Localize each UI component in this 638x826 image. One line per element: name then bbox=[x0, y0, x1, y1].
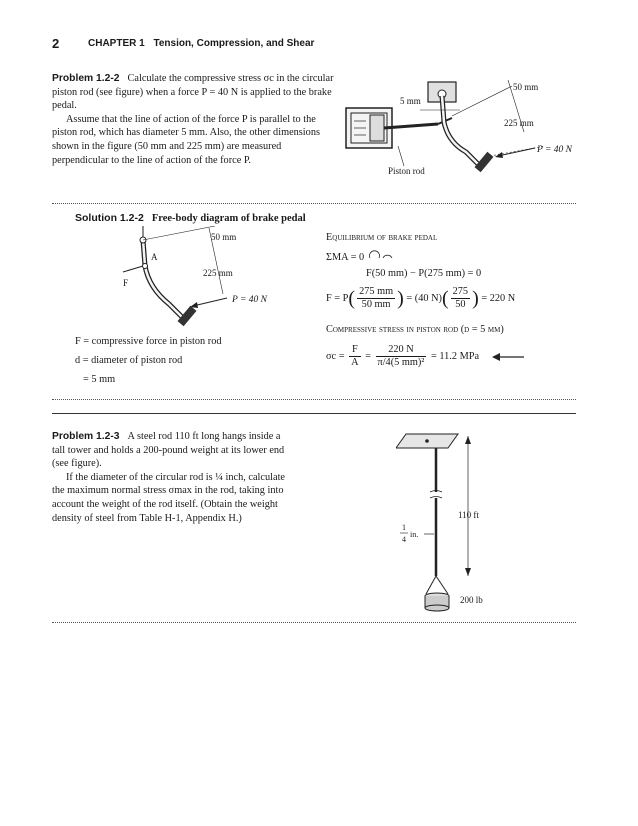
arrow-head bbox=[465, 568, 471, 576]
fbd-force-arrow bbox=[193, 298, 227, 306]
equals: = bbox=[365, 350, 371, 362]
moment-sum bbox=[326, 250, 395, 263]
answer-arrow-icon bbox=[492, 352, 526, 362]
pedal-arm-fill bbox=[442, 96, 478, 164]
weight-label: 200 lb bbox=[460, 595, 483, 605]
problem-para: Assume that the line of action of the force P is parallel to the piston rod, which has diameter 5 mm. Also, the other dimensions shown in the figure (50 mm and 225 mm) are measured perpendicular to the line of action of the force P. bbox=[52, 113, 320, 166]
fbd-force-label: P = 40 N bbox=[232, 295, 268, 305]
fbd-force-f: F bbox=[123, 278, 129, 288]
brake-pedal-figure bbox=[340, 76, 590, 182]
problem-label: Problem 1.2-2 bbox=[52, 73, 120, 84]
problem-label: Problem 1.2-3 bbox=[52, 431, 120, 442]
solution-heading: Free-body diagram of brake pedal bbox=[151, 213, 306, 224]
chapter-number: CHAPTER 1 bbox=[88, 38, 145, 49]
f-mid: = (40 N) bbox=[406, 292, 442, 304]
chapter-title: Tension, Compression, and Shear bbox=[153, 38, 315, 49]
numerator: 220 N bbox=[376, 344, 427, 357]
f-result: = 220 N bbox=[481, 292, 516, 304]
dim-225mm: 225 mm bbox=[504, 118, 534, 128]
dim-50mm: 50 mm bbox=[513, 82, 539, 92]
def-f: F = compressive force in piston rod bbox=[75, 336, 222, 347]
rod-pin bbox=[143, 264, 148, 269]
fbd-pedal-fill bbox=[143, 240, 183, 318]
cable bbox=[436, 576, 448, 594]
numerator: 275 mm bbox=[359, 286, 394, 297]
fbd-dim-225mm: 225 mm bbox=[203, 268, 233, 278]
fraction bbox=[349, 344, 360, 369]
stress-heading: Compressive stress in piston rod (d = 5 mm) bbox=[326, 324, 504, 335]
fraction bbox=[357, 286, 395, 311]
divider bbox=[52, 203, 576, 204]
dia-unit: in. bbox=[410, 530, 419, 539]
arrow-head bbox=[495, 152, 503, 158]
plate-hole bbox=[425, 439, 429, 443]
problem-1-2-3-text bbox=[52, 430, 290, 525]
chapter-header bbox=[88, 38, 314, 49]
page-number: 2 bbox=[52, 36, 60, 51]
cable bbox=[426, 576, 436, 594]
solution-title bbox=[75, 212, 306, 224]
solution-label: Solution 1.2-2 bbox=[75, 212, 144, 224]
numerator: 275 bbox=[452, 286, 469, 297]
problem-para: Calculate the compressive stress σc in the circular piston rod (see figure) when a force P = 40 N is applied to the brake pedal. bbox=[52, 73, 334, 112]
fraction bbox=[451, 286, 470, 311]
rotation-icon bbox=[367, 250, 395, 260]
length-label: 110 ft bbox=[458, 510, 479, 520]
weight-bottom bbox=[425, 605, 449, 611]
dim-line bbox=[452, 86, 512, 116]
leader-line bbox=[398, 146, 404, 166]
denominator: 50 bbox=[455, 299, 466, 310]
fbd-point-a: A bbox=[151, 252, 158, 262]
divider bbox=[52, 413, 576, 414]
f-equation: F = P( $\frac{275 mm}{50 mm}$ ) = (40 N)( $\frac{275}{50}$ ) = 220 N bbox=[326, 286, 516, 310]
def-d: d = diameter of piston rod bbox=[75, 355, 183, 366]
dim-5mm: 5 mm bbox=[400, 96, 421, 106]
force-arrow bbox=[498, 148, 535, 156]
piston bbox=[370, 115, 384, 141]
hanging-rod-figure bbox=[396, 426, 506, 618]
problem-para: If the diameter of the circular rod is ¼ inch, calculate the maximum normal stress σmax in the rod, taking into account the weight of the rod itself. (Obtain the weight density of steel from Table H-1, Appendix H.) bbox=[52, 471, 285, 524]
dia-num: 1 bbox=[402, 523, 406, 532]
numerator: F bbox=[349, 344, 360, 357]
stress-lhs: σc = bbox=[326, 350, 345, 362]
problem-para: A steel rod 110 ft long hangs inside a tall tower and holds a 200-pound weight at its lower end (see figure). bbox=[52, 431, 285, 470]
stress-equation bbox=[326, 344, 526, 369]
denominator: 50 mm bbox=[361, 299, 391, 310]
stress-result: = 11.2 MPa bbox=[430, 350, 480, 362]
fraction bbox=[376, 344, 427, 369]
piston-rod-label: Piston rod bbox=[388, 166, 425, 176]
force-label: P = 40 N bbox=[537, 145, 573, 155]
problem-1-2-2-text bbox=[52, 72, 334, 167]
force-f-arrow bbox=[123, 266, 143, 272]
divider bbox=[52, 622, 576, 623]
free-body-diagram bbox=[115, 226, 285, 330]
denominator: A bbox=[351, 357, 359, 368]
fbd-dim-50mm: 50 mm bbox=[211, 232, 237, 242]
arrow-head bbox=[465, 436, 471, 444]
equilibrium-heading: Equilibrium of brake pedal bbox=[326, 232, 438, 243]
def-d-value: = 5 mm bbox=[83, 374, 116, 385]
dia-den: 4 bbox=[402, 535, 406, 544]
denominator: π/4(5 mm)² bbox=[377, 357, 425, 368]
fbd-dim-line bbox=[143, 226, 215, 240]
divider bbox=[52, 399, 576, 400]
arrow-head bbox=[190, 302, 198, 308]
moment-sum-text: ΣMA = 0 bbox=[326, 252, 365, 263]
moment-equation: F(50 mm) − P(275 mm) = 0 bbox=[366, 268, 482, 279]
f-lhs: F = P bbox=[326, 292, 349, 304]
